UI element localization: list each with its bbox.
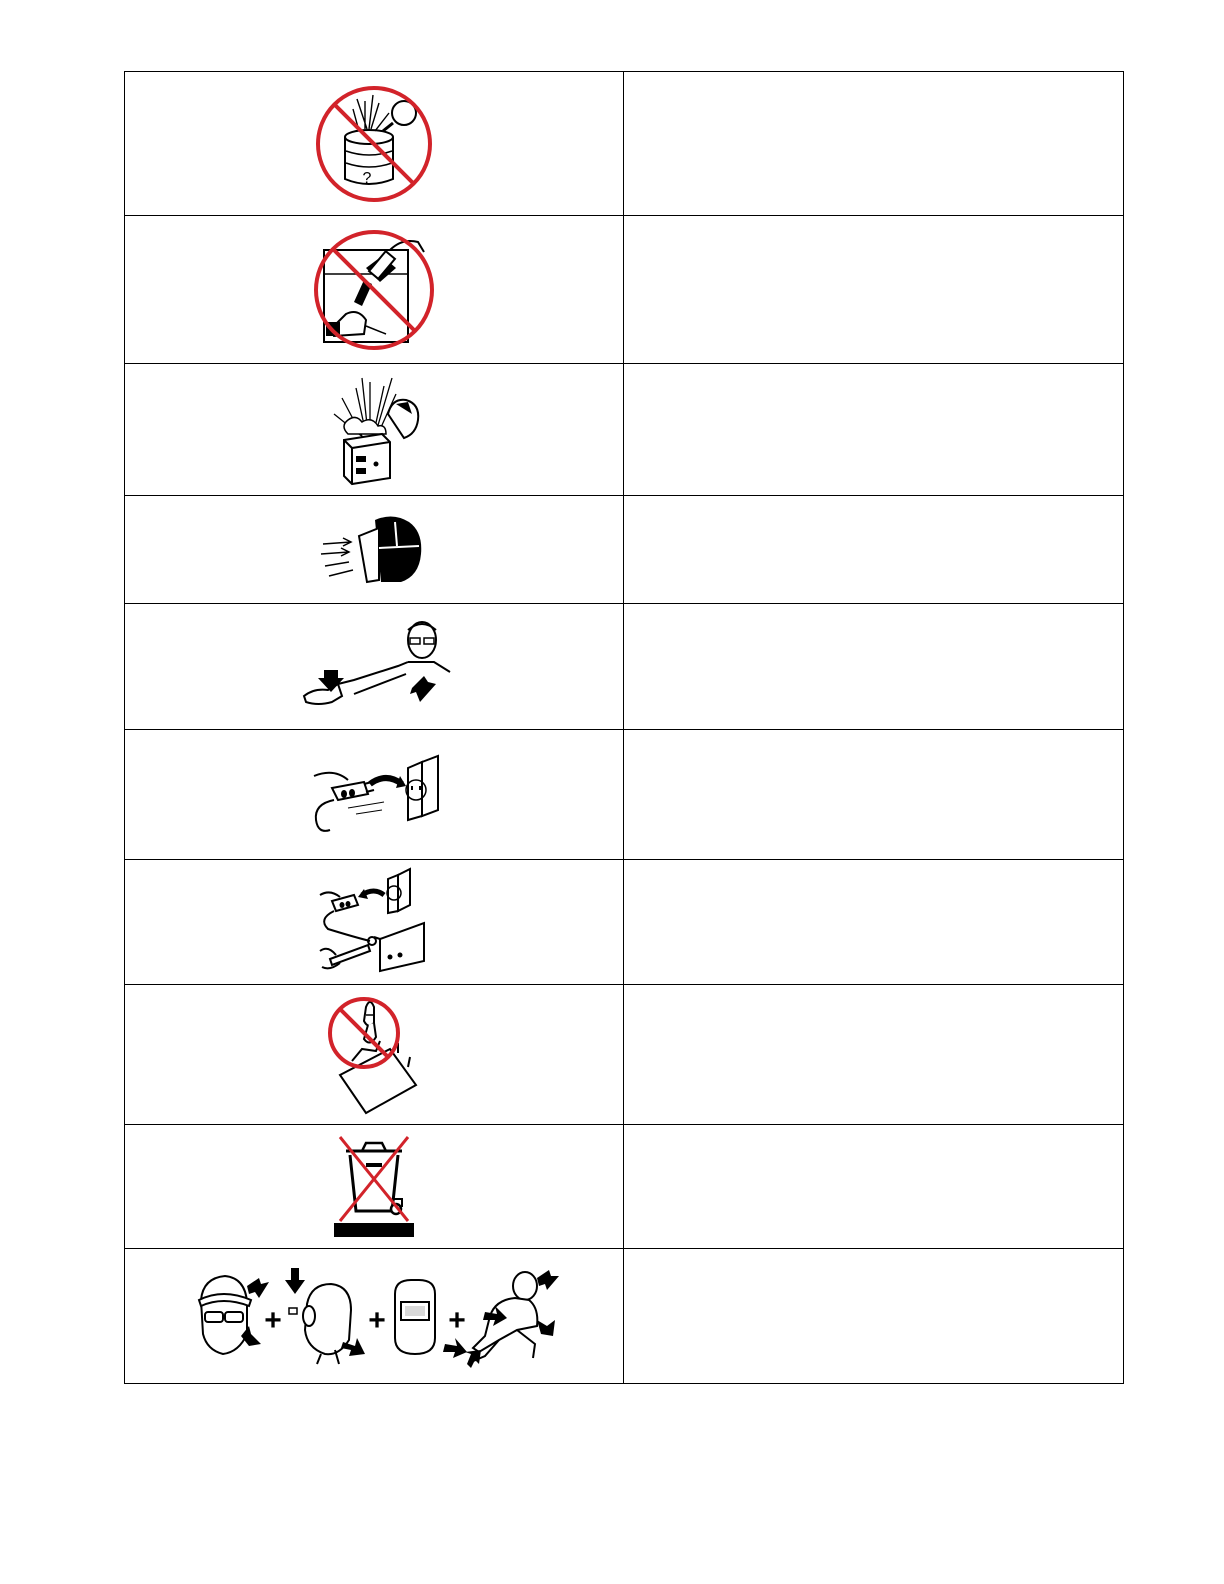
svg-text:+: +: [264, 1304, 282, 1337]
description-cell: [624, 216, 1124, 364]
description-cell: [624, 1249, 1124, 1384]
description-cell: [624, 496, 1124, 604]
welding-face-shield-icon: [319, 512, 429, 588]
hard-hat-goggles-icon: [199, 1276, 269, 1354]
welding-helmet-icon: [395, 1280, 435, 1354]
description-cell: [624, 604, 1124, 730]
table-row: [125, 364, 1124, 496]
description-cell: [624, 72, 1124, 216]
symbol-cell: [125, 730, 624, 860]
no-lifting-by-handle-icon: [324, 993, 424, 1117]
description-cell: [624, 730, 1124, 860]
table-row: [125, 730, 1124, 860]
description-cell: [624, 1125, 1124, 1249]
disconnect-and-ground-icon: [314, 867, 434, 977]
description-cell: [624, 860, 1124, 985]
sparks-explosion-near-machine-icon: [326, 374, 422, 486]
table-row: [125, 216, 1124, 364]
table-row: [125, 1249, 1124, 1384]
svg-text:?: ?: [362, 169, 372, 187]
table-row: [125, 985, 1124, 1125]
table-row: [125, 72, 1124, 216]
safety-symbols-table: [124, 71, 1124, 1384]
protective-equipment-icon: [189, 1264, 559, 1368]
svg-text:+: +: [448, 1304, 466, 1337]
symbol-cell: [125, 216, 624, 364]
table-row: [125, 860, 1124, 985]
symbol-cell: [125, 72, 624, 216]
description-cell: [624, 364, 1124, 496]
unplug-before-service-icon: [304, 750, 444, 840]
table-row: [125, 604, 1124, 730]
symbol-cell: [125, 1249, 624, 1384]
symbol-cell: [125, 496, 624, 604]
ear-protection-icon: [285, 1268, 365, 1364]
weee-crossed-bin-icon: [332, 1135, 416, 1239]
no-welding-on-containers-icon: [309, 79, 439, 209]
safety-symbols-sheet: [124, 71, 1123, 1384]
symbol-cell: [125, 1125, 624, 1249]
symbol-cell: [125, 860, 624, 985]
svg-text:+: +: [368, 1304, 386, 1337]
no-touching-live-electrode-icon: [306, 222, 442, 358]
table-row: [125, 496, 1124, 604]
symbol-cell: [125, 985, 624, 1125]
symbol-cell: [125, 364, 624, 496]
description-cell: [624, 985, 1124, 1125]
hot-parts-burn-icon: [294, 612, 454, 722]
symbol-cell: [125, 604, 624, 730]
table-row: [125, 1125, 1124, 1249]
